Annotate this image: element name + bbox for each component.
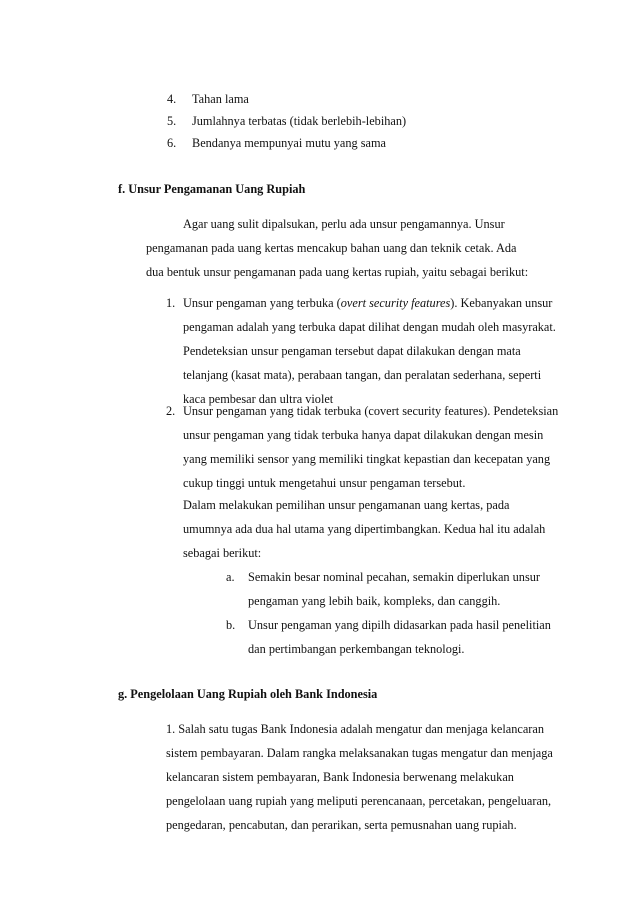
item-number: 2. bbox=[166, 404, 176, 418]
item-line: Pendeteksian unsur pengaman tersebut dapat dilakukan dengan mata bbox=[183, 344, 521, 358]
paragraph-line: sistem pembayaran. Dalam rangka melaksanakan tugas mengatur dan menjaga bbox=[166, 746, 553, 760]
paragraph-line: kelancaran sistem pembayaran, Bank Indonesia berwenang melakukan bbox=[166, 770, 514, 784]
list-item bbox=[167, 113, 406, 129]
item-line: Dalam melakukan pemilihan unsur pengamanan uang kertas, pada bbox=[183, 498, 510, 512]
item-line: cukup tinggi untuk mengetahui unsur pengaman tersebut. bbox=[183, 476, 466, 490]
sub-item-b bbox=[226, 617, 551, 633]
sub-item-line: dan pertimbangan perkembangan teknologi. bbox=[248, 642, 465, 656]
paragraph-line: pengedaran, pencabutan, dan perarikan, serta pemusnahan uang rupiah. bbox=[166, 818, 517, 832]
section-heading-f: f. Unsur Pengamanan Uang Rupiah bbox=[118, 182, 306, 196]
item-first-line bbox=[166, 295, 552, 311]
item-text: Unsur pengaman yang terbuka ( bbox=[183, 296, 341, 310]
item-italic-term: overt security features bbox=[340, 296, 451, 310]
paragraph-line: 1. Salah satu tugas Bank Indonesia adalah mengatur dan menjaga kelancaran bbox=[166, 722, 544, 736]
sub-item-a bbox=[226, 569, 540, 585]
list-item bbox=[167, 91, 249, 107]
item-line: telanjang (kasat mata), perabaan tangan, dan peralatan sederhana, seperti bbox=[183, 368, 542, 382]
paragraph-line: pengelolaan uang rupiah yang meliputi perencanaan, percetakan, pengeluaran, bbox=[166, 794, 552, 808]
list-number: 4. bbox=[167, 92, 177, 106]
list-number: 6. bbox=[167, 136, 177, 150]
item-line: yang memiliki sensor yang memiliki tingkat kepastian dan kecepatan yang bbox=[183, 452, 551, 466]
list-item bbox=[167, 135, 386, 151]
item-line: umumnya ada dua hal utama yang dipertimbangkan. Kedua hal itu adalah bbox=[183, 522, 546, 536]
item-line: pengaman adalah yang terbuka dapat dilihat dengan mudah oleh masyrakat. bbox=[183, 320, 556, 334]
list-text: Bendanya mempunyai mutu yang sama bbox=[192, 136, 386, 150]
sub-item-text: Unsur pengaman yang dipilh didasarkan pada hasil penelitian bbox=[248, 618, 551, 632]
paragraph-line: pengamanan pada uang kertas mencakup bahan uang dan teknik cetak. Ada bbox=[146, 241, 517, 255]
item-line: unsur pengaman yang tidak terbuka hanya dapat dilakukan dengan mesin bbox=[183, 428, 544, 442]
section-heading-g: g. Pengelolaan Uang Rupiah oleh Bank Indonesia bbox=[118, 687, 378, 701]
item-number: 1. bbox=[166, 296, 176, 310]
list-number: 5. bbox=[167, 114, 177, 128]
list-text: Jumlahnya terbatas (tidak berlebih-lebihan) bbox=[192, 114, 407, 128]
sub-item-letter: a. bbox=[226, 570, 235, 584]
item-line: sebagai berikut: bbox=[183, 546, 262, 560]
list-text: Tahan lama bbox=[192, 92, 249, 106]
item-text: Unsur pengaman yang tidak terbuka (covert security features). Pendeteksian bbox=[183, 404, 559, 418]
item-text: ). Kebanyakan unsur bbox=[450, 296, 553, 310]
sub-item-line: pengaman yang lebih baik, kompleks, dan canggih. bbox=[248, 594, 501, 608]
item-first-line bbox=[166, 403, 558, 419]
paragraph-line: dua bentuk unsur pengamanan pada uang kertas rupiah, yaitu sebagai berikut: bbox=[146, 265, 529, 279]
sub-item-letter: b. bbox=[226, 618, 236, 632]
sub-item-text: Semakin besar nominal pecahan, semakin diperlukan unsur bbox=[248, 570, 540, 584]
paragraph-line: Agar uang sulit dipalsukan, perlu ada unsur pengamannya. Unsur bbox=[183, 217, 505, 231]
item-line: kaca pembesar dan ultra violet bbox=[183, 392, 334, 406]
